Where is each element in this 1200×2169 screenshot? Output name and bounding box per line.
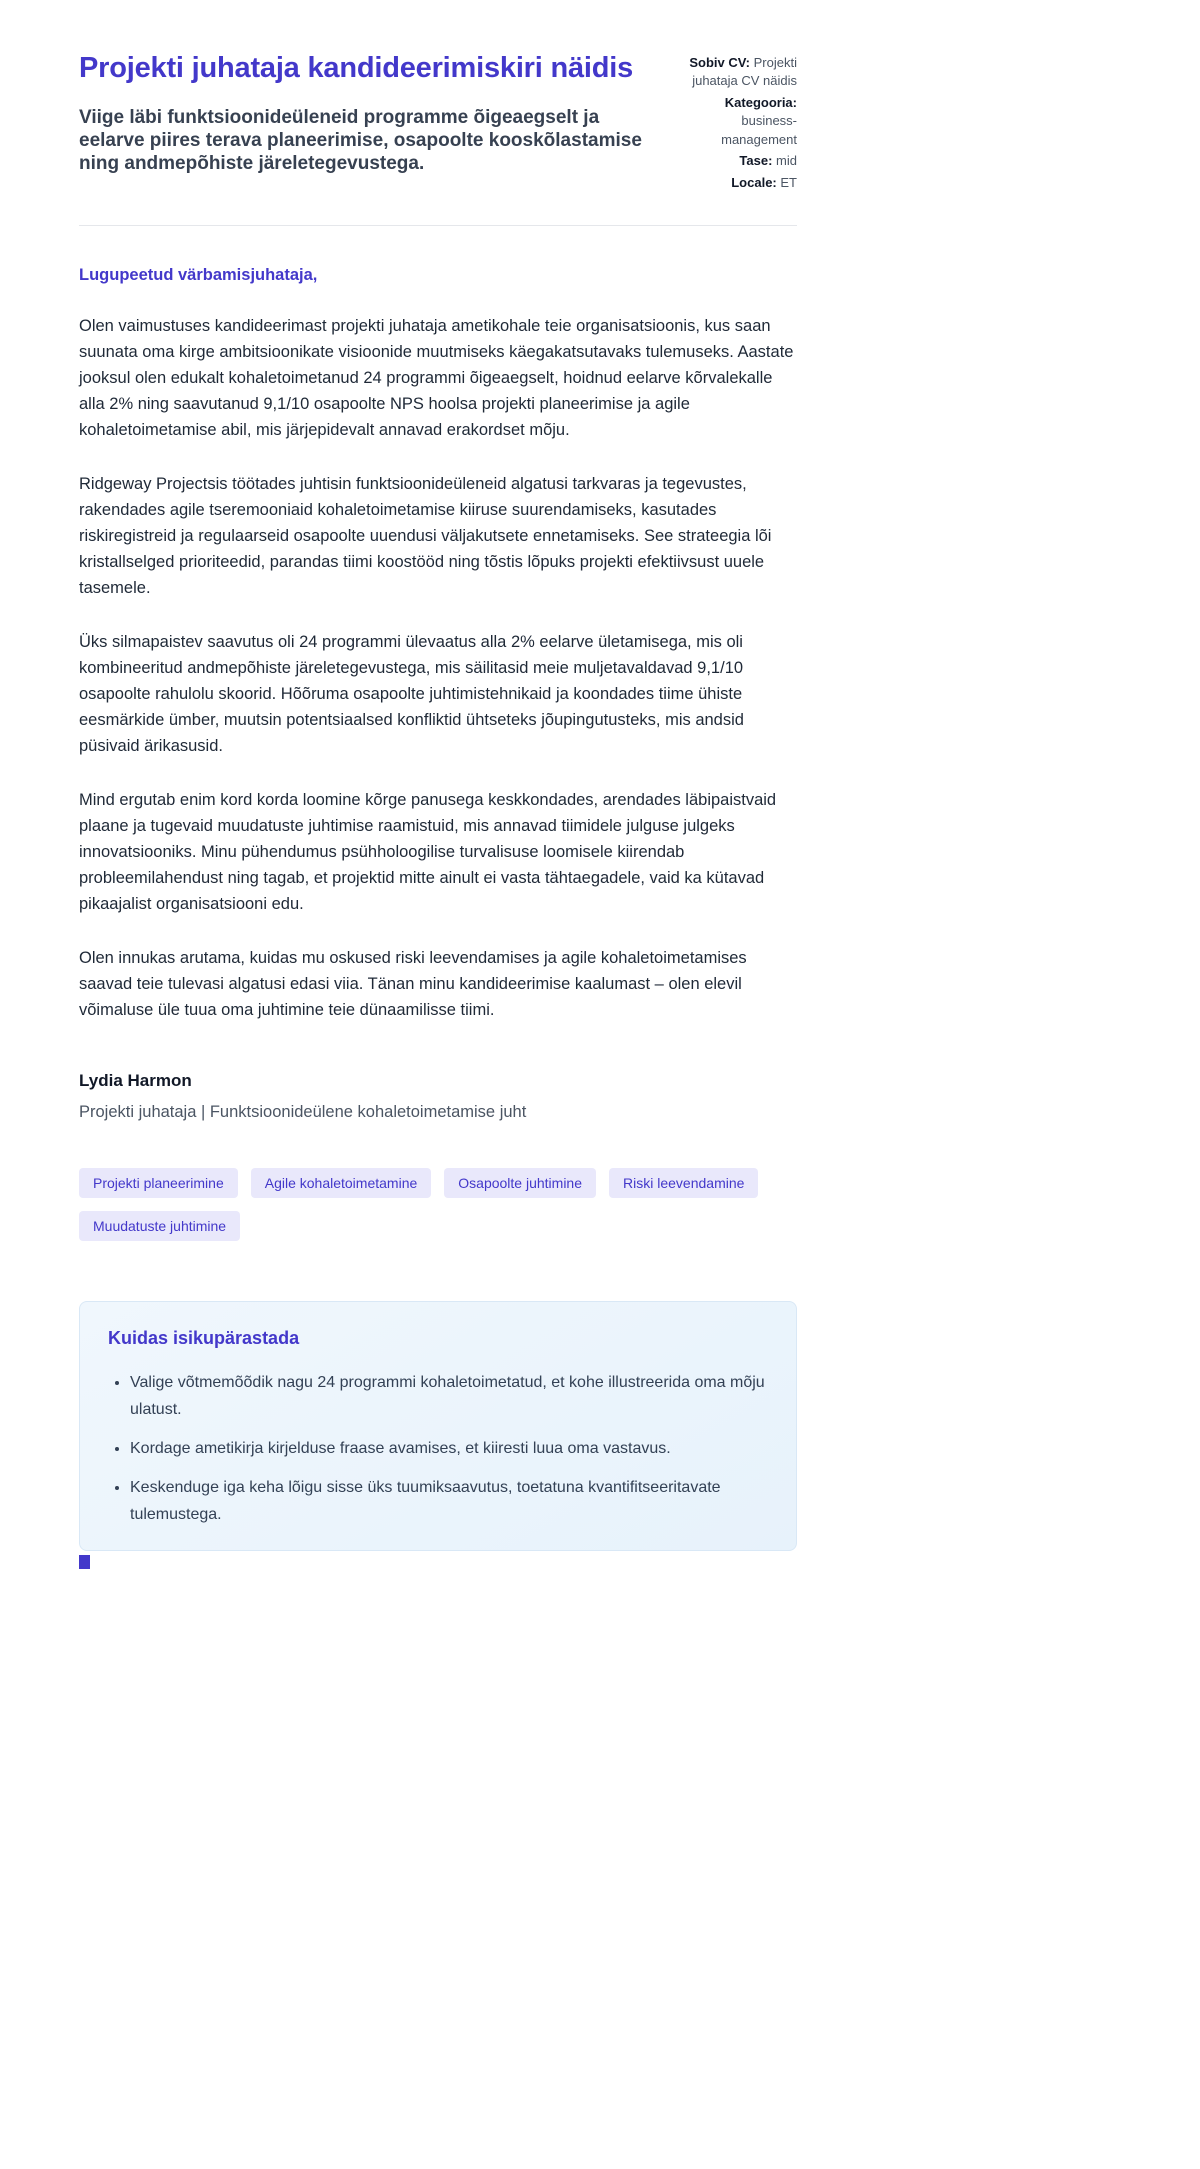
meta-label-locale: Locale: — [731, 174, 777, 190]
personalization-tips-box — [79, 1301, 797, 1551]
letter-paragraph-4: Mind ergutab enim kord korda loomine kõrge panusega keskkondades, arendades läbipaistvaid plaane ja tugevaid muudatuste juhtimise raamistuid, mis annavad tiimidele julguse julgeks innovatsiooniks. Minu pühendumus psühholoogilise turvalisuse loomisele kiirendab probleemilahendust ning tagab, et projektid mitte ainult ei vasta tähtaegadele, vaid ka kütavad pikaajalist organisatsiooni edu. — [79, 791, 777, 914]
page-subtitle: Viige läbi funktsioonideüleneid programme õigeaegselt ja eelarve piires terava planeerimise, osapoolte kooskõlastamise ning andmepõhiste järeletegevustega. — [79, 106, 642, 175]
letter-paragraph-1: Olen vaimustuses kandideerimast projekti juhataja ametikohale teie organisatsioonis, kus saan suunata oma kirge ambitsioonikate visioonide muutmiseks käegakatsutavaks tulemuseks. Aastate jooksul olen edukalt kohaletoimetanud 24 programmi õigeaegselt, hoidnud eelarve kõrvalekalle alla 2% ning saavutanud 9,1/10 osapoolte NPS hoolsa projekti planeerimise ja agile kohaletoimetamise abil, mis järjepidevalt annavad erakordset mõju. — [79, 317, 794, 440]
skill-tags — [79, 1168, 797, 1241]
signature-name: Lydia Harmon — [79, 1071, 192, 1091]
meta-label-level: Tase: — [739, 153, 773, 169]
meta-row-level — [687, 152, 797, 170]
skill-tag-risk-mitigation: Riski leevendamine — [609, 1168, 758, 1198]
meta-value-level: mid — [776, 153, 797, 169]
meta-value-matching-cv-link[interactable]: Projekti juhataja CV näidis — [692, 55, 797, 89]
tips-list — [108, 1369, 768, 1528]
meta-row-locale — [687, 174, 797, 192]
footer-accent-square — [79, 1555, 90, 1569]
page-header — [79, 50, 797, 195]
meta-value-category: business-management — [721, 113, 797, 147]
tips-item-2: • Kordage ametikirja kirjelduse fraase avamises, et kiiresti luua oma vastavus. — [130, 1435, 768, 1462]
cover-letter-page — [79, 0, 797, 2169]
meta-value-locale: ET — [780, 174, 797, 190]
meta-label-matching-cv: Sobiv CV: — [689, 55, 751, 70]
letter-body — [79, 266, 797, 1122]
skill-tag-change-management: Muudatuste juhtimine — [79, 1211, 240, 1241]
meta-row-category — [687, 94, 797, 149]
skill-tag-project-planning: Projekti planeerimine — [79, 1168, 238, 1198]
skill-tag-agile-delivery: Agile kohaletoimetamine — [251, 1168, 432, 1198]
page-title: Projekti juhataja kandideerimiskiri näidis — [79, 52, 634, 84]
letter-paragraph-3: Üks silmapaistev saavutus oli 24 programmi ülevaatus alla 2% eelarve ületamisega, mis oli kombineeritud andmepõhiste järeletegevustega, mis säilitasid meie muljetavaldavad 9,1/10 osapoolte rahulolu skoorid. Hõõruma osapoolte juhtimistehnikaid ja koondades tiime ühiste eesmärkide ümber, muutsin potentsiaalsed konfliktid ühtseteks jõupingutusteks, mis andsid püsivaid ärikasusid. — [79, 633, 744, 756]
skill-tag-stakeholder-management: Osapoolte juhtimine — [444, 1168, 596, 1198]
meta-row-matching-cv — [687, 54, 797, 91]
meta-label-category: Kategooria: — [724, 94, 797, 110]
letter-greeting: Lugupeetud värbamisjuhataja, — [79, 266, 318, 285]
tips-title: Kuidas isikupärastada — [108, 1328, 300, 1349]
letter-paragraph-2: Ridgeway Projectsis töötades juhtisin funktsioonideüleneid algatusi tarkvaras ja tegevustes, rakendades agile tseremooniaid kohaletoimetamise kiiruse suurendamiseks, kasutades riskiregistreid ja regulaarseid osapoolte uuendusi väljakutsete ennetamiseks. See strateegia lõi kristallselged prioriteedid, parandas tiimi koostööd ning tõstis lõpuks projekti efektiivsust uuele tasemele. — [79, 475, 772, 598]
tips-item-1: • Valige võtmemõõdik nagu 24 programmi kohaletoimetatud, et kohe illustreerida oma mõju ulatust. — [130, 1369, 768, 1423]
letter-paragraph-5: Olen innukas arutama, kuidas mu oskused riski leevendamises ja agile kohaletoimetamises saavad teie tulevasi algatusi edasi viia. Tänan minu kandideerimise kaalumast – olen elevil võimaluse üle tuua oma juhtimine teie dünaamilisse tiimi. — [79, 949, 747, 1020]
header-divider — [79, 225, 797, 226]
header-title-block — [79, 50, 661, 195]
tips-item-3: • Keskenduge iga keha lõigu sisse üks tuumiksaavutus, toetatuna kvantifitseeritavate tulemustega. — [130, 1474, 768, 1528]
signature-title: Projekti juhataja | Funktsioonideülene kohaletoimetamise juht — [79, 1103, 527, 1122]
meta-panel — [687, 50, 797, 195]
